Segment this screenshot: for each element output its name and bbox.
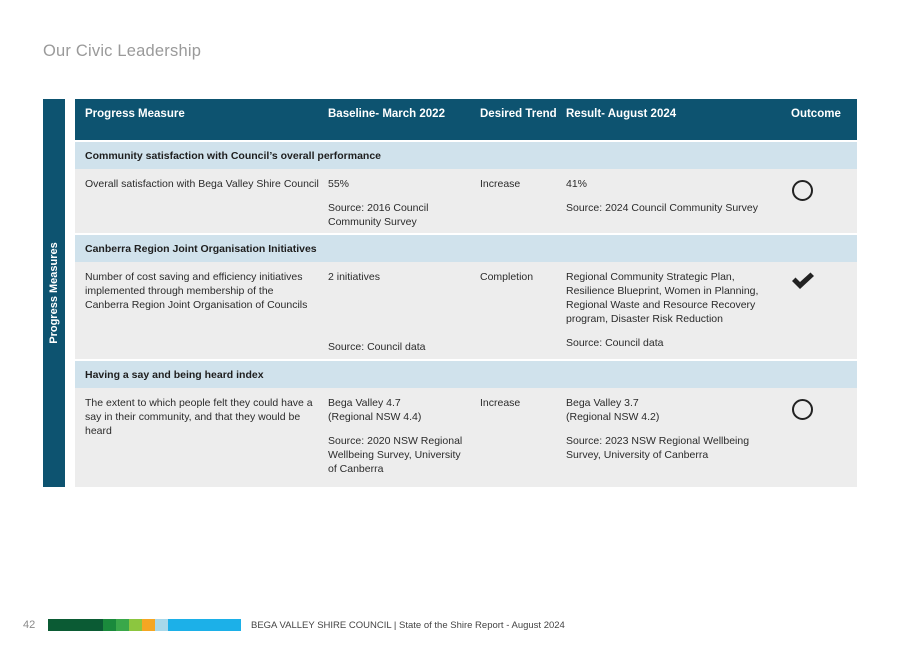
section-header (75, 142, 857, 169)
empty-circle-icon (792, 180, 813, 201)
baseline-source: Source: Council data (328, 341, 426, 353)
trend-cell: Completion (480, 271, 534, 283)
section-header (75, 361, 857, 388)
color-bar-segment (48, 619, 103, 631)
color-bar-segment (129, 619, 142, 631)
trend-cell: Increase (480, 178, 521, 190)
baseline-source: Source: 2016 Council Community Survey (328, 202, 429, 228)
measure-cell: Overall satisfaction with Bega Valley Shire Council (85, 178, 319, 190)
result-cell (566, 270, 776, 350)
side-tab (43, 99, 65, 487)
result-source: Source: 2024 Council Community Survey (566, 202, 759, 214)
color-bar-segment (103, 619, 116, 631)
baseline-value: 55% (328, 178, 350, 190)
page-number: 42 (23, 619, 36, 631)
section-header (75, 235, 857, 262)
color-bar-segment (155, 619, 168, 631)
progress-measures-table (75, 99, 857, 487)
measure-cell: The extent to which people felt they could have a say in their community, and that they would be heard (85, 397, 313, 437)
baseline-source: Source: 2020 NSW Regional Wellbeing Survey, University of Canberra (328, 435, 463, 475)
result-value: 41% (566, 178, 588, 190)
baseline-value: 2 initiatives (328, 271, 380, 283)
result-cell (566, 177, 776, 215)
section-title: Having a say and being heard index (85, 369, 264, 381)
checkmark-icon (791, 272, 815, 290)
side-tab-label: Progress Measures (48, 242, 60, 344)
color-bar-segment (168, 619, 241, 631)
footer-color-bar (48, 619, 241, 631)
header-desired-trend: Desired Trend (480, 108, 557, 120)
table-row (75, 262, 857, 361)
result-cell (566, 396, 776, 462)
section-title: Canberra Region Joint Organisation Initiatives (85, 243, 317, 255)
baseline-cell (328, 396, 468, 476)
result-source: Source: 2023 NSW Regional Wellbeing Survey, University of Canberra (566, 435, 750, 461)
result-value-line1: Bega Valley 3.7 (566, 397, 639, 409)
table-row (75, 388, 857, 487)
table-header (75, 99, 857, 140)
empty-circle-icon (792, 399, 813, 420)
section-title: Community satisfaction with Council’s overall performance (85, 150, 382, 162)
footer-text: BEGA VALLEY SHIRE COUNCIL | State of the Shire Report - August 2024 (251, 620, 565, 631)
color-bar-segment (142, 619, 155, 631)
table-row (75, 169, 857, 235)
header-baseline: Baseline- March 2022 (328, 108, 445, 120)
trend-cell: Increase (480, 397, 521, 409)
result-value-line2: (Regional NSW 4.2) (566, 411, 660, 423)
measure-cell: Number of cost saving and efficiency initiatives implemented through membership of the Canberra Region Joint Organisation of Councils (85, 271, 308, 311)
baseline-value-line2: (Regional NSW 4.4) (328, 411, 422, 423)
baseline-value-line1: Bega Valley 4.7 (328, 397, 401, 409)
result-value: Regional Community Strategic Plan, Resilience Blueprint, Women in Planning, Regional Waste and Resource Recovery program, Disaster Risk Reduction (566, 271, 759, 325)
header-progress-measure: Progress Measure (85, 108, 185, 120)
result-source: Source: Council data (566, 337, 664, 349)
header-outcome: Outcome (791, 108, 841, 120)
baseline-cell (328, 177, 468, 229)
color-bar-segment (116, 619, 129, 631)
page-title: Our Civic Leadership (43, 42, 202, 60)
baseline-cell (328, 270, 468, 355)
header-result: Result- August 2024 (566, 108, 677, 120)
